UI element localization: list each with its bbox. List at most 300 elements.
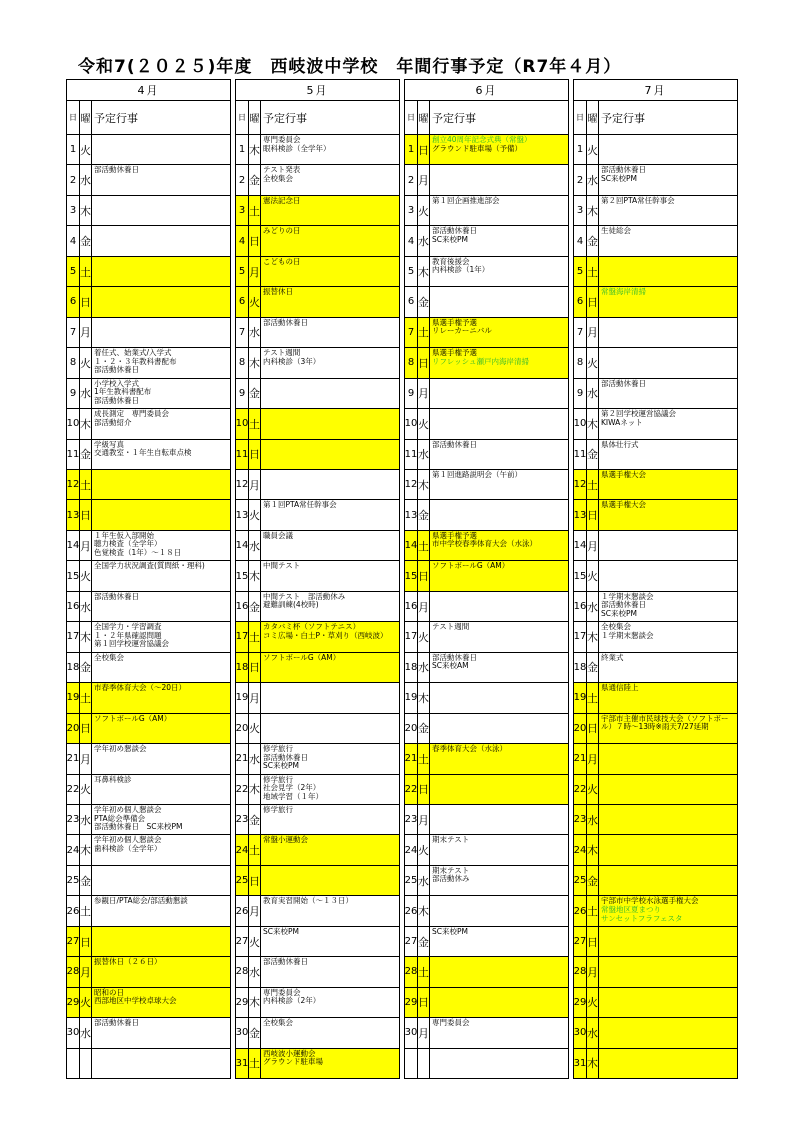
event-text: 教育実習開始（～１３日） [263, 896, 353, 906]
event-text: 期末テスト [432, 835, 470, 845]
event-text: 中間テスト [263, 561, 301, 571]
schedule-row [236, 1018, 399, 1048]
event-text: 学年初め個人懇談会 歯科検診（全学年） [94, 835, 162, 854]
schedule-row [67, 409, 230, 439]
schedule-row [67, 135, 230, 165]
schedule-row [574, 957, 737, 987]
day-number: 7 [574, 318, 587, 347]
weekday: 日 [249, 440, 261, 469]
day-number: 15 [405, 561, 418, 590]
day-number: 10 [574, 409, 587, 438]
schedule-row [405, 226, 568, 256]
weekday: 日 [587, 927, 599, 956]
schedule-row [405, 927, 568, 957]
schedule-row [236, 775, 399, 805]
schedule-row [574, 1049, 737, 1078]
event-text [599, 744, 737, 773]
column-header-row [574, 101, 737, 135]
event-text: 第１回PTA常任幹事会 [263, 500, 337, 510]
schedule-row [574, 561, 737, 591]
day-number: 30 [236, 1018, 249, 1047]
schedule-row [405, 379, 568, 409]
weekday: 木 [418, 257, 430, 286]
schedule-row [405, 500, 568, 530]
schedule-row [236, 714, 399, 744]
day-number: 15 [236, 561, 249, 590]
event-text: 市春季体育大会（～20日） [92, 683, 230, 712]
schedule-row [574, 714, 737, 744]
event-text: ソフトボールG（AM） [92, 714, 230, 743]
column-header-row [236, 101, 399, 135]
day-number: 26 [236, 896, 249, 925]
event-text: 第１回進路説明会（午前） [432, 469, 522, 479]
event-text: 部活動休養日 [263, 317, 308, 327]
schedule-row [67, 896, 230, 926]
day-number: 29 [67, 988, 80, 1017]
day-number: 4 [67, 226, 80, 255]
weekday: 火 [80, 561, 92, 590]
weekday: 土 [80, 896, 92, 925]
weekday: 日 [80, 500, 92, 529]
month-header: 7月 [574, 80, 737, 101]
day-number: 8 [67, 348, 80, 377]
schedule-row [67, 379, 230, 409]
weekday: 土 [249, 1049, 261, 1078]
schedule-row [574, 531, 737, 561]
event-text: ソフトボールG（AM） [261, 653, 399, 682]
event-text: 全校集会 [263, 1018, 293, 1028]
event-text: 常盤海岸清掃 [599, 287, 737, 316]
weekday: 日 [587, 500, 599, 529]
schedule-row [236, 409, 399, 439]
month-header: 6月 [405, 80, 568, 101]
day-number: 16 [236, 592, 249, 621]
weekday: 火 [418, 622, 430, 651]
schedule-row [405, 135, 568, 165]
day-number: 6 [67, 287, 80, 316]
day-number: 24 [405, 835, 418, 864]
day-number: 21 [574, 744, 587, 773]
event-text [92, 287, 230, 316]
weekday: 水 [80, 379, 92, 408]
weekday: 金 [418, 714, 430, 743]
schedule-row [67, 561, 230, 591]
schedule-row [67, 714, 230, 744]
schedule-row [67, 775, 230, 805]
event-text: 県通信陸上 [599, 683, 737, 712]
event-text: 中間テスト 部活動休み 避難訓練(4校時) [263, 591, 346, 610]
event-text [92, 866, 230, 895]
schedule-row [67, 287, 230, 317]
day-number: 24 [67, 835, 80, 864]
weekday: 月 [418, 805, 430, 834]
event-text: 部活動休養日 SC来校AM [432, 652, 477, 671]
weekday: 水 [418, 653, 430, 682]
day-number: 13 [405, 500, 418, 529]
schedule-row [405, 165, 568, 195]
day-number: 22 [67, 775, 80, 804]
event-text: 教育後援会 内科検診（1年） [432, 256, 490, 275]
day-number: 27 [67, 927, 80, 956]
weekday: 火 [80, 775, 92, 804]
day-number: 8 [574, 348, 587, 377]
schedule-row [405, 744, 568, 774]
event-text: 全国学力・学習調査 １・２年県確認問題 第１回学校運営協議会 [94, 622, 169, 649]
event-text [430, 409, 568, 438]
event-text [430, 287, 568, 316]
schedule-row [67, 165, 230, 195]
day-number: 30 [574, 1018, 587, 1047]
schedule-row [236, 957, 399, 987]
schedule-row [67, 500, 230, 530]
day-number: 20 [405, 714, 418, 743]
weekday: 火 [80, 135, 92, 164]
column-header-row [405, 101, 568, 135]
day-number: 1 [574, 135, 587, 164]
schedule-row [574, 744, 737, 774]
schedule-row [236, 318, 399, 348]
day-number: 22 [405, 775, 418, 804]
weekday: 水 [418, 866, 430, 895]
month-column [235, 79, 400, 1079]
weekday: 土 [418, 318, 430, 347]
event-text: １年生仮入部開始 聴力検査（全学年） 色覚検査（1年）～１８日 [94, 530, 182, 558]
schedule-row [574, 988, 737, 1018]
schedule-row [574, 196, 737, 226]
day-number: 24 [574, 835, 587, 864]
day-number: 1 [405, 135, 418, 164]
event-text: 部活動休養日 SC来校PM [432, 226, 477, 244]
day-number: 10 [67, 409, 80, 438]
day-number: 2 [405, 165, 418, 194]
schedule-row [236, 988, 399, 1018]
day-number: 14 [574, 531, 587, 560]
event-text: 学年初め個人懇談会 PTA総会準備会 部活動休養日 SC来校PM [94, 804, 183, 832]
event-text: 県選手権大会 [599, 470, 737, 499]
day-number: 12 [405, 470, 418, 499]
weekday: 土 [418, 531, 430, 560]
day-number: 13 [236, 500, 249, 529]
weekday: 土 [249, 835, 261, 864]
schedule-row [236, 896, 399, 926]
schedule-row [236, 440, 399, 470]
weekday: 火 [249, 287, 261, 316]
schedule-row [67, 531, 230, 561]
month-column [573, 79, 738, 1079]
day-number: 25 [574, 866, 587, 895]
event-text: 学年初め懇談会 [94, 744, 147, 754]
event-text: カタバミ杯（ソフトテニス） コミ広場・白土P・草刈り（西岐波） [261, 622, 399, 651]
schedule-row [405, 622, 568, 652]
day-number: 18 [574, 653, 587, 682]
day-number: 18 [405, 653, 418, 682]
weekday: 金 [587, 653, 599, 682]
weekday: 水 [80, 805, 92, 834]
weekday: 日 [249, 866, 261, 895]
day-number: 2 [67, 165, 80, 194]
schedule-row [405, 835, 568, 865]
weekday-header: 曜 [80, 101, 92, 134]
weekday: 木 [418, 470, 430, 499]
day-number: 23 [405, 805, 418, 834]
event-text: 第２回学校運営協議会 KIWAネット [601, 409, 676, 427]
schedule-row [236, 744, 399, 774]
event-text [92, 135, 230, 164]
event-text [261, 683, 399, 712]
weekday: 水 [587, 1018, 599, 1047]
event-text: 成長測定 専門委員会 部活動紹介 [94, 409, 169, 427]
day-number: 11 [67, 440, 80, 469]
event-text [92, 257, 230, 286]
event-text: 県体壮行式 [601, 439, 639, 449]
schedule-row [236, 470, 399, 500]
schedule-row [574, 805, 737, 835]
day-number: 13 [67, 500, 80, 529]
day-number: 4 [236, 226, 249, 255]
schedule-row [67, 835, 230, 865]
weekday: 日 [587, 287, 599, 316]
event-text: 昭和の日 西部地区中学校卓球大会 [92, 988, 230, 1017]
weekday: 水 [80, 592, 92, 621]
event-text: 終業式 [601, 652, 624, 662]
day-number: 12 [574, 470, 587, 499]
event-text [599, 318, 737, 347]
event-text: 春季体育大会（水泳） [430, 744, 568, 773]
weekday: 土 [587, 257, 599, 286]
weekday: 木 [418, 896, 430, 925]
event-text: 耳鼻科検診 [94, 774, 132, 784]
column-header-row [67, 101, 230, 135]
schedule-row [574, 318, 737, 348]
schedule-row [236, 348, 399, 378]
schedule-grid [66, 79, 738, 1079]
weekday: 木 [249, 348, 261, 377]
event-text [599, 957, 737, 986]
weekday: 金 [587, 440, 599, 469]
event-text [599, 348, 737, 377]
weekday: 火 [418, 409, 430, 438]
weekday: 木 [249, 775, 261, 804]
day-number: 4 [574, 226, 587, 255]
weekday: 金 [80, 440, 92, 469]
day-number: 11 [236, 440, 249, 469]
weekday: 日 [249, 653, 261, 682]
event-text [261, 866, 399, 895]
event-text [92, 927, 230, 956]
schedule-row [405, 714, 568, 744]
weekday: 火 [587, 561, 599, 590]
day-number: 31 [236, 1049, 249, 1078]
schedule-row [67, 744, 230, 774]
event-text: 小学校入学式 1年生教科書配布 部活動休養日 [94, 378, 152, 405]
weekday: 水 [80, 165, 92, 194]
schedule-row [574, 470, 737, 500]
event-text [430, 988, 568, 1017]
day-number: 31 [574, 1049, 587, 1078]
schedule-row [574, 165, 737, 195]
event-text: 着任式、始業式/入学式 １・２・３年教科書配布 部活動休養日 [94, 348, 177, 375]
event-text [430, 896, 568, 925]
day-number: 17 [236, 622, 249, 651]
schedule-row [236, 835, 399, 865]
weekday: 金 [587, 866, 599, 895]
weekday: 水 [418, 226, 430, 255]
event-text [261, 714, 399, 743]
event-text: 専門委員会 [432, 1018, 470, 1028]
event-text: 部活動休養日 [94, 1018, 139, 1028]
weekday: 火 [587, 988, 599, 1017]
event-text [599, 805, 737, 834]
day-number: 5 [405, 257, 418, 286]
day-number: 9 [67, 379, 80, 408]
weekday: 木 [587, 622, 599, 651]
weekday: 火 [587, 348, 599, 377]
weekday: 火 [80, 988, 92, 1017]
weekday: 金 [249, 165, 261, 194]
weekday: 木 [587, 409, 599, 438]
event-text: 部活動休養日 [263, 957, 308, 967]
weekday: 火 [249, 500, 261, 529]
weekday: 金 [418, 927, 430, 956]
schedule-row [405, 653, 568, 683]
schedule-row [236, 866, 399, 896]
day-number: 21 [405, 744, 418, 773]
month-column [404, 79, 569, 1079]
event-text: 全校集会 [94, 652, 124, 662]
event-text [92, 226, 230, 255]
event-text [92, 318, 230, 347]
schedule-row [236, 226, 399, 256]
day-number: 28 [405, 957, 418, 986]
event-text: 修学旅行 社会見学（2年） 地域学習（１年） [263, 774, 323, 801]
schedule-row [236, 135, 399, 165]
day-number: 3 [67, 196, 80, 225]
event-text: 県選手権予選 リレーカーニバル [430, 318, 568, 347]
event-text: みどりの日 [261, 226, 399, 255]
weekday: 月 [249, 257, 261, 286]
day-number: 7 [405, 318, 418, 347]
schedule-row [67, 927, 230, 957]
schedule-row [574, 866, 737, 896]
event-text: 常盤小運動会 [261, 835, 399, 864]
weekday: 月 [418, 592, 430, 621]
weekday: 木 [80, 196, 92, 225]
schedule-row [405, 196, 568, 226]
weekday: 金 [418, 287, 430, 316]
weekday: 月 [80, 531, 92, 560]
day-number: 30 [405, 1018, 418, 1047]
day-number [67, 1049, 80, 1078]
weekday-header: 曜 [249, 101, 261, 134]
day-number: 9 [574, 379, 587, 408]
day-number: 3 [574, 196, 587, 225]
schedule-row [67, 653, 230, 683]
day-number: 18 [236, 653, 249, 682]
weekday: 月 [80, 957, 92, 986]
schedule-row [574, 348, 737, 378]
day-number: 16 [574, 592, 587, 621]
schedule-row [574, 135, 737, 165]
schedule-row [405, 287, 568, 317]
schedule-row [236, 653, 399, 683]
event-text: 全国学力状況調査(質問紙・理科) [94, 561, 205, 571]
weekday: 木 [80, 835, 92, 864]
schedule-row [574, 409, 737, 439]
day-number: 27 [236, 927, 249, 956]
day-number: 25 [236, 866, 249, 895]
event-text [430, 379, 568, 408]
event-text [261, 440, 399, 469]
weekday: 金 [249, 1018, 261, 1047]
day-number: 28 [574, 957, 587, 986]
event-text: ソフトボールG（AM） [430, 561, 568, 590]
day-number: 11 [405, 440, 418, 469]
schedule-row [67, 592, 230, 622]
day-number: 7 [236, 318, 249, 347]
schedule-row [236, 379, 399, 409]
weekday: 日 [418, 348, 430, 377]
day-number: 6 [405, 287, 418, 316]
schedule-row [405, 1018, 568, 1048]
day-number: 9 [236, 379, 249, 408]
event-text [599, 561, 737, 590]
event-text: 期末テスト 部活動休み [432, 865, 470, 884]
schedule-row [574, 896, 737, 926]
day-number: 17 [67, 622, 80, 651]
event-text: 職員会議 [263, 530, 293, 540]
schedule-row [405, 1049, 568, 1078]
day-header: 日 [67, 101, 80, 134]
schedule-row [67, 470, 230, 500]
schedule-row [405, 805, 568, 835]
events-header: 予定行事 [263, 111, 307, 125]
event-text [92, 196, 230, 225]
event-text [430, 592, 568, 621]
event-text [430, 775, 568, 804]
schedule-row [574, 1018, 737, 1048]
month-header: 4月 [67, 80, 230, 101]
day-number: 30 [67, 1018, 80, 1047]
weekday: 月 [80, 318, 92, 347]
schedule-row [67, 226, 230, 256]
event-text: 振替休日 [261, 287, 399, 316]
day-number: 20 [67, 714, 80, 743]
day-number: 23 [236, 805, 249, 834]
events-header: 予定行事 [601, 111, 645, 125]
weekday: 日 [418, 988, 430, 1017]
event-text [599, 775, 737, 804]
day-header: 日 [574, 101, 587, 134]
schedule-row [405, 775, 568, 805]
day-number: 10 [405, 409, 418, 438]
day-number: 15 [67, 561, 80, 590]
schedule-row [574, 835, 737, 865]
weekday: 金 [249, 379, 261, 408]
weekday: 金 [80, 653, 92, 682]
weekday: 土 [587, 470, 599, 499]
weekday: 日 [418, 135, 430, 164]
day-number: 5 [236, 257, 249, 286]
weekday: 木 [80, 409, 92, 438]
weekday: 木 [587, 1049, 599, 1078]
schedule-row [405, 683, 568, 713]
day-number: 6 [236, 287, 249, 316]
weekday: 水 [249, 744, 261, 773]
event-text: 憲法記念日 [261, 196, 399, 225]
weekday: 土 [418, 744, 430, 773]
day-number: 26 [405, 896, 418, 925]
page-title: 令和7(２０２５)年度 西岐波中学校 年間行事予定（R7年４月） [78, 57, 622, 77]
